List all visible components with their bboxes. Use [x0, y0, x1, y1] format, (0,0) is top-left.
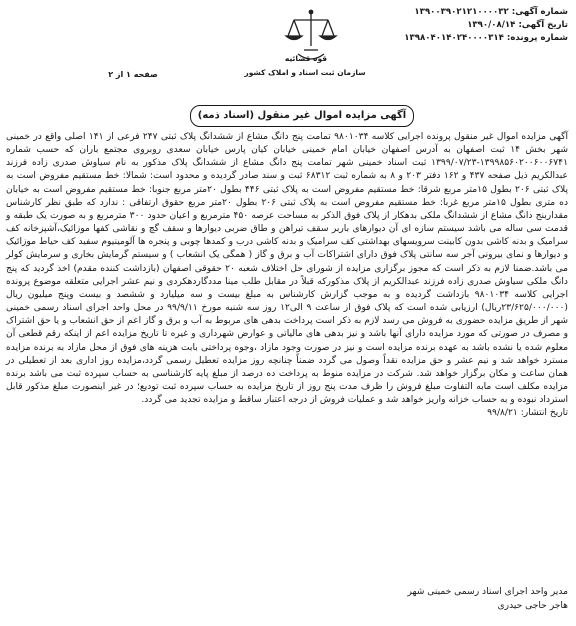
notice-number-row: [378, 6, 568, 19]
emblem-caption: قوه قضائیه: [284, 54, 328, 63]
signature-office: مدیر واحد اجرای اسناد رسمی خمینی شهر: [407, 587, 568, 597]
signature-name: هاجر حاجی حیدری: [497, 600, 568, 611]
notice-date-label: تاریخ آگهی:: [518, 20, 568, 30]
notice-body: [6, 131, 568, 420]
body-paragraph: آگهی مزایده اموال غیر منقول پرونده اجرایی کلاسه ۹۸۰۱۰۳۴ تمامت پنج دانگ مشاع از ششدانگ پلاک ثبتی ۲۴۷ فرعی از ۱۴۱ اصلی واقع در خمینی شهر بخش ۱۴ ثبت اصفهان به آدرس اصفهان خیابان امام خمینی خیابان کیان پارس خیابان سعدی روبروی مجتمع باران که حسب شماره ۱۳۹۹۸۵۶۰۲۰۰۶۰۰۶۷۴۱-۱۳۹۹/۰۷/۲۳ ثبت اسناد خمینی شهر تمامت پنج دانگ مشاع از ششدانگ پلاک مذکور به نام سیاوش صدری زاده فرزند عبدالکریم ذیل صفحه ۴۳۷ و ۱۶۲ دفتر ۲۰۳ و ۸ به شماره ثبت ۶۸۳۱۲ ثبت و سند صادر گردیده و محدود است: شمالا: خط مستقیم مفروض است به پلاک ثبتی ۲۰۶ بطول ۱۵متر مربع شرقا: خط مستقیم مفروض است به پلاک ثبتی ۴۴۶ بطول ۲۰متر مربع جنوبا: خط مستقیم مفروض است به خیابان ده متری بطول ۱۵متر مربع غربا: خط مستقیم مفروض است به پلاک ثبتی ۲۰۶ بطول ۲۰متر مربع حقوق ارتفاقی : ندارد که طبق نظر کارشناس مقداربنج دانگ مشاع از ششدانگ ملکی بدهکار از پلاک فوق الذکر به مساحت عرصه ۴۵۰ مترمربع و اعیان حدود ۳۰۰ مترمربع و به صورت یک طبقه و قدمت سی ساله می باشد سیستم سازه ای آن دیوارهای باربر سقف تیراهن و طاق ضربی دیوارها و سقف گچ و نقاشی کفها موزائیک،آشپزخانه کف سرامیک و بدنه کاشی بدون کابینت سرویسهای بهداشتی کف سرامیک و بدنه کاشی درب و کمدها چوبی و پنجره ها آلومینیوم سفید کف حیاط موزائیک و دیوارها و نمای بیرونی آجر سه سانتی پلاک فوق دارای اشتراکات آب و برق و گاز ( همگی یک انشعاب ) و سیستم گرمایش بخاری و سرمایش کولر می باشد.ضمنا لازم به ذکر است که مجوز برگزاری مزایده از شورای حل اختلاف شعبه ۲۰ حقوقی اصفهان (بازداشت کننده مقدم) اخذ گردید که پنج دانگ ملکی سیاوش صدری زاده فرزند عبدالکریم از پلاک مذکورکه قبلاً در مقابل طلب مینا مددگاردهکردی و نیم عشر اجرایی متعلقه موضوع پرونده اجرایی کلاسه ۹۸۰۱۰۳۴ بازداشت گردیده و به موجب گزارش کارشناس به مبلغ بیست و سه میلیارد و ششصد و بیست وپنج میلیون ریال (۲۳/۶۲۵/۰۰۰/۰۰۰ریال) ارزیابی شده است که پلاک فوق از ساعت ۹ الی۱۲ روز سه شنبه مورخ ۹۹/۹/۱۱ در محل واحد اجرای اسناد رسمی خمینی شهر از طریق مزایده حضوری به فروش می رسد لازم به ذکر است پرداخت بدهی های مربوط به آب و برق و گاز اعم از حق انشعاب و یا حق اشتراک و مصرف در صورتی که مورد مزایده دارای آنها باشد و نیز بدهی های مالیاتی و عوارض شهرداری و غیره تا تاریخ مزایده اعم از اینکه رقم قطعی آن معلوم شده یا نشده باشد به عهده برنده مزایده است و نیز در صورت وجود مازاد ،وجوه پرداختی بابت هزینه های فوق از محل مازاد به برنده مزایده مسترد خواهد شد و نیم عشر و حق مزایده نقداً وصول می گردد ضمناً چنانچه روز مزایده تعطیل رسمی گردد،مزایده روز اداری بعد از تعطیلی در همان ساعت و مکان برگزار خواهد شد. شرکت در مزایده منوط به پرداخت ده درصد از مبلغ پایه کارشناسی به حساب سپرده ثبت می باشد برنده مزایده مکلف است مابه التفاوت مبلغ فروش را ظرف مدت پنج روز از تاریخ مزایده به حساب سپرده ثبت تودیع؛ در غیر اینصورت مبلغ مذکور قابل استرداد نبوده و به حساب خزانه واریز خواهد شد و عملیات فروش از درجه اعتبار ساقط و مزایده تجدید می گردد.: [6, 132, 569, 406]
judiciary-emblem-icon: [262, 6, 348, 92]
page-number: صفحه ۱ از ۲: [108, 70, 158, 79]
notice-number-label: شماره آگهی:: [511, 7, 568, 17]
publish-date: تاریخ انتشار: ۹۹/۸/۲۱: [487, 408, 568, 419]
organization-name: سازمان ثبت اسناد و املاک کشور: [244, 68, 366, 77]
case-number-label: شماره پرونده:: [506, 33, 568, 43]
notice-date: ۱۳۹۰/۰۸/۱۴: [467, 20, 516, 30]
case-number: ۱۳۹۸۰۴۰۱۴۰۲۴۰۰۰۰۳۱۴: [404, 33, 504, 43]
notice-date-row: [378, 19, 568, 32]
signature-block: [407, 586, 568, 613]
header-meta: [378, 6, 568, 45]
notice-number: ۱۳۹۰۰۳۹۰۲۱۲۱۰۰۰۰۳۲: [414, 7, 509, 17]
case-number-row: [378, 32, 568, 45]
notice-title: آگهی مزایده اموال غیر منقول (اسناد ذمه): [190, 105, 414, 127]
